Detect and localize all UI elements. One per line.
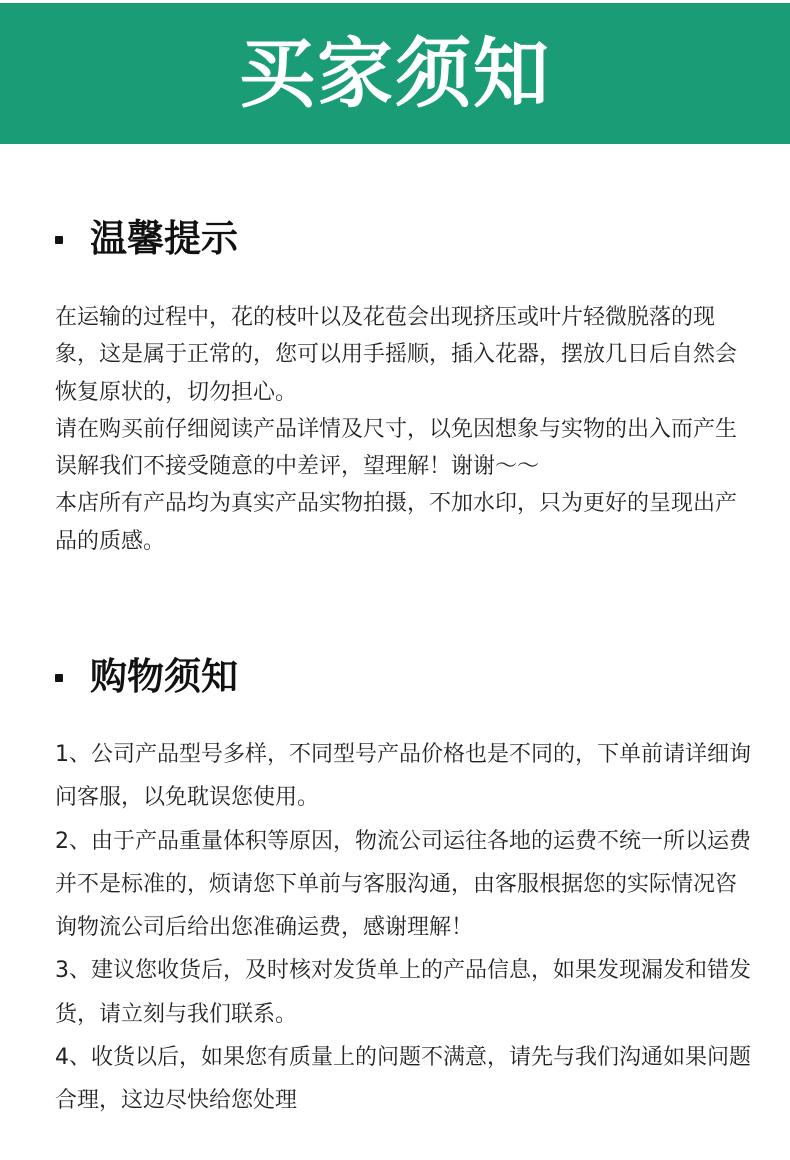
- bullet-icon: [55, 674, 63, 682]
- shopping-item: 3、建议您收货后，及时核对发货单上的产品信息，如果发现漏发和错发货，请立刻与我们联系。: [55, 958, 751, 1027]
- tips-heading: [55, 214, 238, 262]
- shopping-item: 1、公司产品型号多样，不同型号产品价格也是不同的，下单前请详细询问客服，以免耽误您使用。: [55, 742, 751, 811]
- tips-paragraph: 请在购买前仔细阅读产品详情及尺寸，以免因想象与实物的出入而产生误解我们不接受随意的中差评，望理解！谢谢～～: [55, 416, 738, 480]
- shopping-heading-text: 购物须知: [90, 654, 238, 698]
- tips-heading-text: 温馨提示: [90, 216, 238, 260]
- shopping-body: [55, 733, 755, 1123]
- tips-paragraph: 在运输的过程中，花的枝叶以及花苞会出现挤压或叶片轻微脱落的现象，这是属于正常的，您可以用手摇顺，插入花器，摆放几日后自然会恢复原状的，切勿担心。: [55, 305, 738, 405]
- tips-paragraph: 本店所有产品均为真实产品实物拍摄，不加水印，只为更好的呈现出产品的质感。: [55, 491, 738, 554]
- tips-body: [55, 299, 755, 560]
- bullet-icon: [55, 236, 63, 244]
- shopping-item: 4、收货以后，如果您有质量上的问题不满意，请先与我们沟通如果问题合理，这边尽快给您处理: [55, 1045, 751, 1114]
- shopping-item: 2、由于产品重量体积等原因，物流公司运往各地的运费不统一所以运费并不是标准的，烦请您下单前与客服沟通，由客服根据您的实际情况咨询物流公司后给出您准确运费，感谢理解！: [55, 828, 751, 941]
- page-title: 买家须知: [239, 28, 551, 118]
- header-banner: [0, 3, 790, 144]
- shopping-heading: [55, 652, 238, 700]
